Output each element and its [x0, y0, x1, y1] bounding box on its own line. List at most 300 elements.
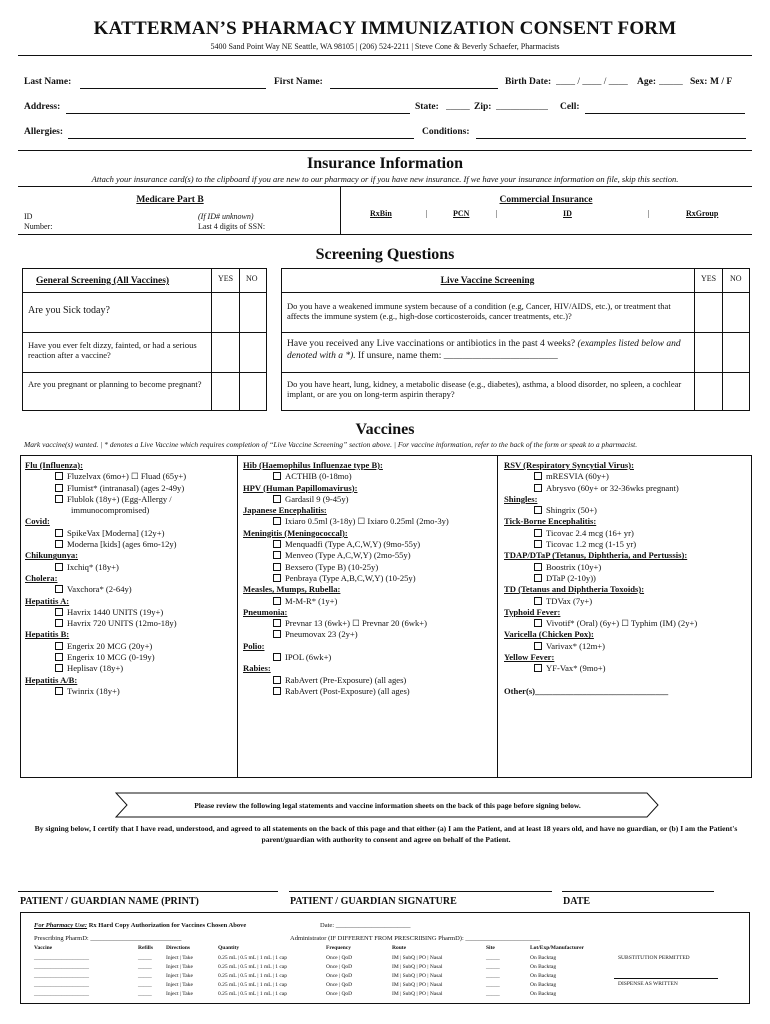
general-q3-yes-cell[interactable] [212, 373, 239, 411]
commercial-id-label: ID [563, 209, 572, 218]
vaccine-option[interactable] [25, 641, 233, 652]
rx-cell-lot: On Backtag [530, 955, 557, 961]
live-row-rule-3 [281, 372, 750, 373]
vaccine-text: Vaxchora* (2-64y) [67, 584, 132, 595]
pharmacy-use-italic: For Pharmacy Use: [34, 922, 88, 929]
birth-date-label: Birth Date: [505, 77, 552, 87]
vaccine-text: Covid: [25, 516, 50, 527]
patient-signature-label: PATIENT / GUARDIAN SIGNATURE [290, 896, 457, 907]
rx-cell-refills[interactable]: _____ [138, 991, 152, 997]
patient-name-line[interactable] [18, 891, 278, 892]
allergies-field[interactable] [68, 138, 414, 139]
live-screening-title: Live Vaccine Screening [440, 276, 535, 286]
vaccine-option[interactable] [243, 562, 493, 573]
address-label: Address: [24, 102, 61, 112]
date-line[interactable] [562, 891, 714, 892]
rx-cell-frequency: Once | QoD [326, 991, 353, 997]
vaccine-option[interactable] [25, 528, 233, 539]
vaccine-category-heading [243, 607, 493, 618]
address-field[interactable] [66, 113, 410, 114]
live-q2-yes-cell[interactable] [695, 333, 722, 372]
vaccine-option[interactable] [243, 539, 493, 550]
vaccine-option[interactable] [504, 596, 749, 607]
rx-cell-quantity: 0.25 mL | 0.5 mL | 1 mL | 1 cap [218, 982, 287, 988]
rx-cell-quantity: 0.25 mL | 0.5 mL | 1 mL | 1 cap [218, 973, 287, 979]
checkbox-icon[interactable] [273, 551, 281, 559]
vaccine-text: Japanese Encephalitis: [243, 505, 327, 516]
vaccine-text: Prevnar 13 (6wk+) ☐ Prevnar 20 (6wk+) [285, 618, 427, 629]
live-q3-no-cell[interactable] [723, 373, 750, 411]
vaccine-text: Varivax* (12m+) [546, 640, 606, 651]
administrator-label: Administrator (IF DIFFERENT FROM PRESCRIBING PharmD): _______________________ [290, 935, 541, 942]
rx-cell-lot: On Backtag [530, 982, 557, 988]
patient-name-label: PATIENT / GUARDIAN NAME (PRINT) [20, 896, 199, 907]
checkbox-icon[interactable] [273, 574, 281, 582]
rx-cell-frequency: Once | QoD [326, 955, 353, 961]
checkbox-icon[interactable] [273, 653, 281, 661]
vaccine-text: Polio: [243, 640, 265, 651]
general-q3-no-cell[interactable] [240, 373, 267, 411]
vaccine-text: immunocompromised) [71, 505, 150, 516]
vaccine-text: Pneumonia: [243, 606, 288, 617]
rx-cell-site[interactable]: _____ [486, 991, 500, 997]
general-question-1: Are you Sick today? [28, 305, 110, 316]
vaccine-text: Engerix 10 MCG (0-19y) [67, 652, 155, 663]
rx-cell-frequency: Once | QoD [326, 982, 353, 988]
cell-label: Cell: [560, 102, 580, 112]
vaccine-option[interactable] [25, 584, 233, 595]
sex-label: Sex: [690, 77, 708, 87]
checkbox-icon[interactable] [55, 585, 63, 593]
rx-cell-refills[interactable]: _____ [138, 973, 152, 979]
vaccine-option[interactable] [504, 505, 749, 516]
vaccine-category-heading [243, 663, 493, 674]
vaccine-option[interactable] [25, 539, 233, 550]
vaccine-text: Vivotif* (Oral) (6y+) ☐ Typhim (IM) (2y+) [546, 618, 698, 629]
checkbox-icon[interactable] [534, 664, 542, 672]
prescribing-pharmd: Prescribing PharmD: ____________________________ [34, 935, 182, 942]
checkbox-icon[interactable] [55, 495, 63, 503]
vaccine-option[interactable] [25, 618, 233, 629]
rx-cell-directions: Inject | Take [166, 973, 193, 979]
certify-statement: By signing below, I certify that I have read, understood, and agreed to all statements on the back of this page and that either (a) I am the Patient, and at least 18 years old, and have no guardian, or (b) I am the Patient's parent/guardian with authority to consent and agree on behalf of the Patient. [34, 824, 738, 844]
sex-options[interactable]: M / F [710, 77, 733, 87]
checkbox-icon[interactable] [273, 472, 281, 480]
vaccine-category-heading [25, 675, 233, 686]
rx-cell-quantity: 0.25 mL | 0.5 mL | 1 mL | 1 cap [218, 991, 287, 997]
vaccine-text: TD (Tetanus and Diphtheria Toxoids): [504, 584, 645, 595]
vaccine-text: Ticovac 2.4 mcg (16+ yr) [546, 527, 634, 538]
vaccine-option[interactable] [243, 686, 493, 697]
general-no-header: NO [246, 274, 258, 283]
rx-header-cell: Frequency [326, 945, 351, 951]
vaccine-text: Menquadfi (Type A,C,W,Y) (9mo-55y) [285, 539, 421, 550]
rx-header-cell: Route [392, 945, 407, 951]
rx-cell-vaccine[interactable]: ____________________ [34, 991, 89, 997]
vaccine-text: Meningitis (Meningococcal): [243, 527, 348, 538]
vaccine-category-heading [504, 460, 749, 471]
checkbox-icon[interactable] [55, 563, 63, 571]
vaccine-option[interactable] [243, 652, 493, 663]
vaccine-option[interactable] [25, 483, 233, 494]
vaccine-text: mRESVIA (60y+) [546, 471, 609, 482]
zip-label: Zip: [474, 102, 492, 112]
vaccine-column-3 [504, 460, 749, 697]
vaccine-option[interactable] [504, 483, 749, 494]
checkbox-icon[interactable] [534, 619, 542, 627]
rx-cell-route: IM | SubQ | PO | Nasal [392, 955, 443, 961]
last-name-label: Last Name: [24, 77, 72, 87]
vaccine-category-heading [243, 460, 493, 471]
vaccine-category-heading [504, 550, 749, 561]
rxbin-label: RxBin [370, 209, 392, 218]
vaccine-text: Chikungunya: [25, 550, 79, 561]
checkbox-icon[interactable] [534, 642, 542, 650]
sep-1: | [426, 209, 428, 218]
vaccine-text: RSV (Respiratory Syncytial Virus): [504, 460, 634, 470]
pharmacy-date-label: Date: _______________________ [320, 922, 411, 929]
vaccine-text: Measles, Mumps, Rubella: [243, 584, 341, 595]
vaccine-text: Havrix 1440 UNITS (19y+) [67, 606, 164, 617]
vaccine-text: Shingrix (50+) [546, 505, 597, 516]
rx-cell-vaccine[interactable]: ____________________ [34, 964, 89, 970]
rx-cell-refills[interactable]: _____ [138, 955, 152, 961]
vaccine-text: Tick-Borne Encephalitis: [504, 516, 597, 527]
pharmacy-use-rest: Rx Hard Copy Authorization for Vaccines Chosen Above [88, 922, 247, 929]
allergies-label: Allergies: [24, 127, 64, 137]
checkbox-icon[interactable] [55, 642, 63, 650]
last-name-field[interactable] [80, 88, 266, 89]
general-question-2: Have you ever felt dizzy, fainted, or had a serious reaction after a vaccine? [28, 340, 197, 360]
vaccine-text: ACTHIB (0-18mo) [285, 471, 352, 482]
vaccine-option[interactable] [25, 607, 233, 618]
checkbox-icon[interactable] [534, 597, 542, 605]
date-label: DATE [563, 896, 591, 907]
vaccine-text: Ticovac 1.2 mcg (1-15 yr) [546, 539, 637, 550]
checkbox-icon[interactable] [55, 653, 63, 661]
insurance-bottom-rule [18, 234, 752, 235]
vaccine-category-heading [504, 652, 749, 663]
vaccine-text: Typhoid Fever: [504, 606, 561, 617]
vaccine-text: Shingles: [504, 493, 538, 504]
general-q2-no-cell[interactable] [240, 333, 267, 372]
live-question-2 [287, 338, 691, 362]
general-q1-no-cell[interactable] [240, 293, 267, 332]
checkbox-icon[interactable] [273, 495, 281, 503]
vaccine-option[interactable] [243, 629, 493, 640]
state-field[interactable]: _____ [446, 102, 470, 112]
vaccines-heading: Vaccines [355, 421, 415, 438]
vaccine-option[interactable] [25, 494, 233, 505]
general-question-3: Are you pregnant or planning to become pregnant? [28, 379, 202, 389]
patient-signature-line[interactable] [289, 891, 552, 892]
checkbox-icon[interactable] [273, 687, 281, 695]
vaccine-text: Flu (Influenza): [25, 460, 84, 470]
pcn-label: PCN [453, 209, 470, 218]
vaccine-category-heading [504, 494, 749, 505]
vaccine-text: Ixiaro 0.5ml (3-18y) ☐ Ixiaro 0.25ml (2mo-3y) [285, 516, 449, 527]
vaccine-column-2 [243, 460, 493, 697]
zip-field[interactable]: ___________ [496, 102, 549, 112]
rx-cell-directions: Inject | Take [166, 982, 193, 988]
checkbox-icon[interactable] [534, 472, 542, 480]
vaccine-option[interactable] [243, 494, 493, 505]
medicare-title: Medicare Part B [136, 195, 204, 205]
insurance-heading: Insurance Information [306, 155, 463, 172]
first-name-field[interactable] [330, 88, 498, 89]
live-q1-no-cell[interactable] [723, 293, 750, 332]
live-row-rule-2 [281, 332, 750, 333]
checkbox-icon[interactable] [534, 563, 542, 571]
vaccine-text: Twinrix (18y+) [67, 685, 120, 696]
rx-header-cell: Lot/Exp/Manufacturer [530, 945, 584, 951]
rx-cell-vaccine[interactable]: ____________________ [34, 982, 89, 988]
rx-header-cell: Refills [138, 945, 153, 951]
vaccines-note: Mark vaccine(s) wanted. | * denotes a Live Vaccine which requires completion of “Live Vaccine Screening” section above. | For vaccine information, refer to the back of the form or speak to a pharmacist. [24, 440, 638, 449]
vaccine-text: Gardasil 9 (9-45y) [285, 493, 349, 504]
patient-divider [18, 150, 752, 151]
vaccine-option[interactable] [243, 573, 493, 584]
vaccine-text: Yellow Fever: [504, 652, 555, 663]
medicare-number-label: Number: [24, 222, 53, 231]
vaccine-text: Fluzelvax (6mo+) ☐ Fluad (65y+) [67, 471, 187, 482]
vaccine-text: Hib (Haemophilus Influenzae type B): [243, 460, 383, 470]
live-yes-header: YES [701, 274, 717, 283]
conditions-field[interactable] [476, 138, 746, 139]
rx-cell-route: IM | SubQ | PO | Nasal [392, 964, 443, 970]
vaccine-category-heading [504, 629, 749, 640]
pharmacy-use-title [34, 922, 246, 929]
vaccine-option[interactable] [504, 539, 749, 550]
state-label: State: [415, 102, 439, 112]
live-q1-yes-cell[interactable] [695, 293, 722, 332]
vaccine-text: RabAvert (Post-Exposure) (all ages) [285, 685, 410, 696]
rx-cell-route: IM | SubQ | PO | Nasal [392, 982, 443, 988]
sep-2: | [496, 209, 498, 218]
vaccine-category-heading [243, 505, 493, 516]
vaccine-option[interactable] [504, 471, 749, 482]
substitution-permitted[interactable]: SUBSTITUTION PERMITTED [618, 955, 690, 961]
vaccine-text: Flublok (18y+) (Egg-Allergy / [67, 493, 172, 504]
vaccine-text: Engerix 20 MCG (20y+) [67, 640, 153, 651]
checkbox-icon[interactable] [273, 540, 281, 548]
vaccine-option[interactable] [25, 652, 233, 663]
checkbox-icon[interactable] [273, 676, 281, 684]
vaccine-option[interactable] [504, 641, 749, 652]
live-no-header: NO [730, 274, 742, 283]
vaccine-option[interactable] [504, 663, 749, 674]
birth-date-field[interactable]: ____ / ____ / ____ [556, 77, 628, 87]
rx-cell-quantity: 0.25 mL | 0.5 mL | 1 mL | 1 cap [218, 964, 287, 970]
vaccine-column-1 [25, 460, 233, 697]
vaccine-text: Boostrix (10y+) [546, 561, 602, 572]
rx-cell-directions: Inject | Take [166, 955, 193, 961]
vaccine-text: Flumist* (intranasal) (ages 2-49y) [67, 482, 185, 493]
checkbox-icon[interactable] [534, 574, 542, 582]
rx-cell-vaccine[interactable]: ____________________ [34, 955, 89, 961]
vaccine-text: Rabies: [243, 663, 271, 674]
rx-cell-site[interactable]: _____ [486, 964, 500, 970]
commercial-title: Commercial Insurance [499, 195, 593, 205]
general-q1-yes-cell[interactable] [212, 293, 239, 332]
rx-cell-lot: On Backtag [530, 964, 557, 970]
substitution-line[interactable] [614, 978, 718, 979]
checkbox-icon[interactable] [273, 630, 281, 638]
checkbox-icon[interactable] [534, 540, 542, 548]
general-screening-title: General Screening (All Vaccines) [36, 276, 170, 286]
rx-table-rows [0, 955, 770, 1003]
live-row-rule-1 [281, 292, 750, 293]
age-field[interactable]: _____ [659, 77, 683, 87]
form-title: KATTERMAN’S PHARMACY IMMUNIZATION CONSENT FORM [93, 18, 677, 39]
vaccine-option[interactable] [243, 618, 493, 629]
vaccine-category-heading [243, 528, 493, 539]
rx-cell-site[interactable]: _____ [486, 955, 500, 961]
vaccine-category-heading [25, 460, 233, 471]
vaccine-text: Bexsero (Type B) (10-25y) [285, 561, 379, 572]
vaccine-text: Varicella (Chicken Pox): [504, 629, 594, 640]
vaccine-text: Heplisav (18y+) [67, 663, 124, 674]
other-vaccines-field[interactable] [504, 686, 749, 697]
vaccine-category-heading [504, 516, 749, 527]
live-question-2-name: If unsure, name them: ________________________ [357, 351, 558, 361]
vaccine-text: TDVax (7y+) [546, 595, 593, 606]
checkbox-icon[interactable] [55, 529, 63, 537]
rx-header-cell: Quantity [218, 945, 240, 951]
vaccine-option[interactable] [243, 596, 493, 607]
rx-header-cell: Site [486, 945, 495, 951]
rx-cell-route: IM | SubQ | PO | Nasal [392, 973, 443, 979]
checkbox-icon[interactable] [534, 484, 542, 492]
vaccine-option[interactable] [504, 573, 749, 584]
legal-banner-text: Please review the following legal statements and vaccine information sheets on the back of this page before signing below. [194, 801, 581, 810]
live-question-2-examples: (examples listed below and denoted with a *). [287, 339, 681, 361]
checkbox-icon[interactable] [534, 506, 542, 514]
checkbox-icon[interactable] [55, 664, 63, 672]
vaccine-category-heading [504, 607, 749, 618]
insurance-divider [340, 186, 341, 234]
vaccine-option[interactable] [243, 550, 493, 561]
vaccine-text: TDAP/DTaP (Tetanus, Diphtheria, and Pertussis): [504, 550, 688, 561]
rx-cell-directions: Inject | Take [166, 991, 193, 997]
rx-cell-vaccine[interactable]: ____________________ [34, 973, 89, 979]
spacer [504, 675, 749, 686]
vaccine-option[interactable] [25, 686, 233, 697]
live-question-1: Do you have a weakened immune system because of a condition (e.g, Cancer, HIV/AIDS, etc.), or treatment that affects the immune system (e.g., high-dose corticosteroids, cancer treatments, etc.)? [287, 301, 671, 321]
live-question-2-main: Have you received any Live vaccinations or antibiotics in the past 4 weeks? [287, 339, 576, 349]
vaccine-text: Menveo (Type A,C,W,Y) (2mo-55y) [285, 550, 411, 561]
checkbox-icon[interactable] [273, 517, 281, 525]
rx-cell-quantity: 0.25 mL | 0.5 mL | 1 mL | 1 cap [218, 955, 287, 961]
rx-table-header [0, 945, 770, 955]
rx-cell-refills[interactable]: _____ [138, 982, 152, 988]
live-q3-yes-cell[interactable] [695, 373, 722, 411]
live-q2-no-cell[interactable] [723, 333, 750, 372]
vaccine-option[interactable] [243, 675, 493, 686]
rx-cell-route: IM | SubQ | PO | Nasal [392, 991, 443, 997]
vaccine-text: Hepatitis B: [25, 629, 70, 640]
checkbox-icon[interactable] [55, 687, 63, 695]
medicare-id-label: ID [24, 212, 33, 221]
cell-field[interactable] [585, 113, 745, 114]
vaccine-text: Ixchiq* (18y+) [67, 561, 119, 572]
checkbox-icon[interactable] [55, 619, 63, 627]
checkbox-icon[interactable] [273, 597, 281, 605]
vaccine-text: IPOL (6wk+) [285, 652, 332, 663]
checkbox-icon[interactable] [55, 472, 63, 480]
checkbox-icon[interactable] [55, 484, 63, 492]
vaccine-text: Other(s)_______________________________ [504, 685, 669, 696]
vaccine-category-heading [243, 483, 493, 494]
vaccine-text: Abrysvo (60y+ or 32-36wks pregnant) [546, 482, 679, 493]
rx-cell-refills[interactable]: _____ [138, 964, 152, 970]
live-question-3: Do you have heart, lung, kidney, a metabolic disease (e.g., diabetes), asthma, a blood disorder, no spleen, a cochlear implant, or are you on long-term aspirin therapy? [287, 379, 682, 399]
vaccine-option[interactable] [25, 471, 233, 482]
vaccine-text: Hepatitis A/B: [25, 674, 78, 685]
vaccines-divider-1 [237, 455, 238, 778]
checkbox-icon[interactable] [273, 563, 281, 571]
general-q2-yes-cell[interactable] [212, 333, 239, 372]
age-label: Age: [637, 77, 656, 87]
vaccine-text: DTaP (2-10y)) [546, 572, 596, 583]
insurance-top-rule [18, 186, 752, 187]
conditions-label: Conditions: [422, 127, 470, 137]
rx-cell-lot: On Backtag [530, 991, 557, 997]
checkbox-icon[interactable] [273, 619, 281, 627]
checkbox-icon[interactable] [55, 608, 63, 616]
vaccine-option-continued [25, 505, 233, 516]
vaccine-option[interactable] [25, 663, 233, 674]
checkbox-icon[interactable] [534, 529, 542, 537]
vaccine-category-heading [243, 641, 493, 652]
vaccine-text: Havrix 720 UNITS (12mo-18y) [67, 618, 177, 629]
vaccine-text: RabAvert (Pre-Exposure) (all ages) [285, 674, 407, 685]
rx-header-cell: Directions [166, 945, 191, 951]
vaccine-category-heading [25, 550, 233, 561]
id-unknown-label: (If ID# unknown) [198, 212, 254, 221]
rxgroup-label: RxGroup [686, 209, 719, 218]
dispense-as-written[interactable]: DISPENSE AS WRITTEN [618, 981, 678, 987]
rx-cell-site[interactable]: _____ [486, 982, 500, 988]
rx-header-cell: Vaccine [34, 945, 53, 951]
vaccine-category-heading [25, 596, 233, 607]
vaccine-option[interactable] [243, 471, 493, 482]
vaccine-category-heading [25, 516, 233, 527]
rx-cell-frequency: Once | QoD [326, 964, 353, 970]
rx-cell-frequency: Once | QoD [326, 973, 353, 979]
vaccine-text: Cholera: [25, 572, 58, 583]
vaccine-option[interactable] [504, 562, 749, 573]
checkbox-icon[interactable] [55, 540, 63, 548]
vaccine-text: Hepatitis A: [25, 595, 70, 606]
general-yes-header: YES [218, 274, 234, 283]
vaccine-option[interactable] [504, 528, 749, 539]
vaccine-text: M-M-R* (1y+) [285, 595, 338, 606]
vaccine-option[interactable] [243, 516, 493, 527]
pharmacy-address: 5400 Sand Point Way NE Seattle, WA 98105 | (206) 524-2211 | Steve Cone & Beverly Schaefer, Pharmacists [210, 42, 560, 51]
vaccine-option[interactable] [504, 618, 749, 629]
vaccine-text: Pneumovax 23 (2y+) [285, 629, 358, 640]
rx-cell-site[interactable]: _____ [486, 973, 500, 979]
vaccine-category-heading [243, 584, 493, 595]
vaccine-text: YF-Vax* (9mo+) [546, 663, 606, 674]
header-divider [18, 55, 752, 56]
vaccine-option[interactable] [25, 562, 233, 573]
vaccine-text: Moderna [kids] (ages 6mo-12y) [67, 539, 177, 550]
vaccines-divider-2 [497, 455, 498, 778]
vaccine-category-heading [504, 584, 749, 595]
rx-cell-directions: Inject | Take [166, 964, 193, 970]
